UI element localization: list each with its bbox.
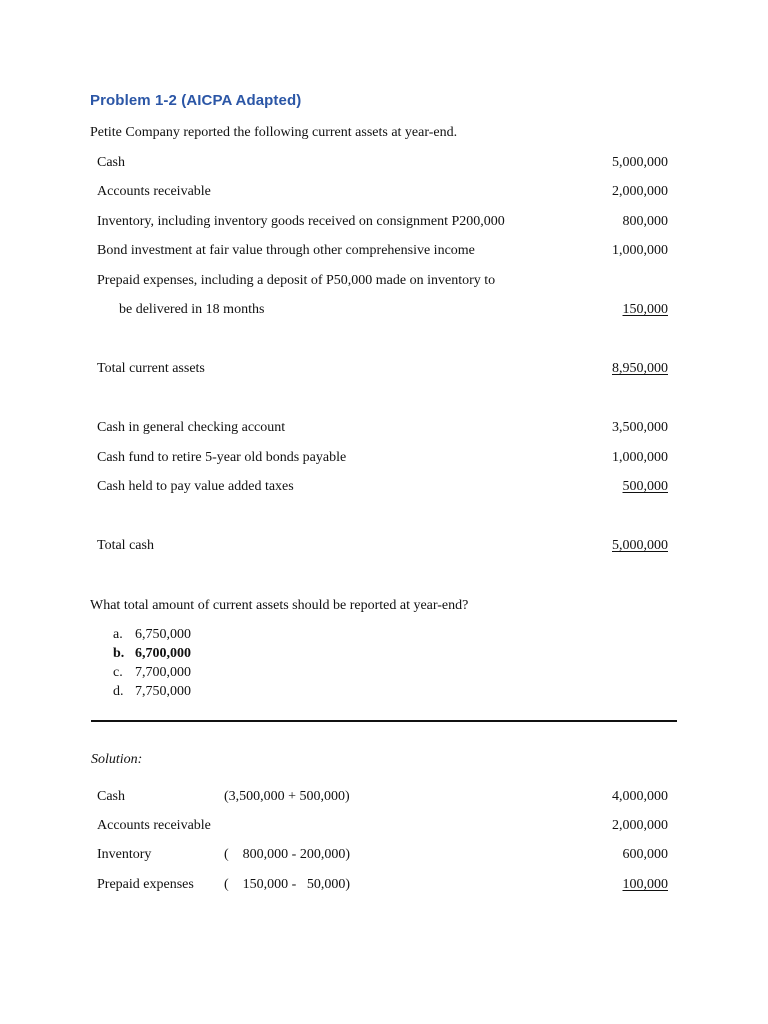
solution-amount-cash: 4,000,000 <box>612 789 668 804</box>
total-current-assets-amount: 8,950,000 <box>612 361 668 376</box>
asset-amount-prepaid: 150,000 <box>622 302 668 317</box>
solution-calc-inventory: ( 800,000 - 200,000) <box>224 847 350 862</box>
solution-label-inventory: Inventory <box>97 847 152 862</box>
intro-text: Petite Company reported the following current assets at year-end. <box>90 125 458 140</box>
section-divider <box>91 720 677 722</box>
asset-label-bond: Bond investment at fair value through other comprehensive income <box>97 243 475 258</box>
choice-letter: d. <box>113 684 124 699</box>
solution-amount-inventory: 600,000 <box>622 847 668 862</box>
asset-label-prepaid: Prepaid expenses, including a deposit of P50,000 made on inventory to <box>97 273 496 288</box>
choice-a <box>113 627 191 643</box>
problem-title: Problem 1-2 (AICPA Adapted) <box>90 92 302 109</box>
choice-b-correct <box>113 646 191 662</box>
choice-letter: c. <box>113 665 123 680</box>
total-cash-label: Total cash <box>97 538 154 553</box>
cash-amount-bond-fund: 1,000,000 <box>612 450 668 465</box>
asset-amount-bond: 1,000,000 <box>612 243 668 258</box>
choice-value: 7,700,000 <box>135 665 191 680</box>
solution-amount-receivable: 2,000,000 <box>612 818 668 833</box>
solution-calc-cash: (3,500,000 + 500,000) <box>224 789 350 804</box>
choice-d <box>113 684 191 700</box>
choice-letter: b. <box>113 646 125 661</box>
solution-label: Solution: <box>91 752 143 767</box>
asset-label-prepaid-cont: be delivered in 18 months <box>119 302 265 317</box>
cash-amount-checking: 3,500,000 <box>612 420 668 435</box>
choice-c <box>113 665 191 681</box>
asset-label-receivable: Accounts receivable <box>97 184 211 199</box>
choice-value: 6,750,000 <box>135 627 191 642</box>
asset-amount-cash: 5,000,000 <box>612 155 668 170</box>
choice-letter: a. <box>113 627 123 642</box>
total-current-assets-label: Total current assets <box>97 361 205 376</box>
solution-label-cash: Cash <box>97 789 125 804</box>
cash-label-checking: Cash in general checking account <box>97 420 286 435</box>
solution-calc-prepaid: ( 150,000 - 50,000) <box>224 877 350 892</box>
cash-label-bond-fund: Cash fund to retire 5-year old bonds payable <box>97 450 347 465</box>
choice-value: 7,750,000 <box>135 684 191 699</box>
cash-label-vat: Cash held to pay value added taxes <box>97 479 294 494</box>
solution-label-receivable: Accounts receivable <box>97 818 211 833</box>
asset-label-inventory: Inventory, including inventory goods received on consignment P200,000 <box>97 214 505 229</box>
question-text: What total amount of current assets should be reported at year-end? <box>90 598 469 613</box>
asset-amount-inventory: 800,000 <box>622 214 668 229</box>
solution-label-prepaid: Prepaid expenses <box>97 877 194 892</box>
solution-amount-prepaid: 100,000 <box>622 877 668 892</box>
cash-amount-vat: 500,000 <box>622 479 668 494</box>
asset-amount-receivable: 2,000,000 <box>612 184 668 199</box>
asset-label-cash: Cash <box>97 155 125 170</box>
total-cash-amount: 5,000,000 <box>612 538 668 553</box>
choice-value: 6,700,000 <box>135 646 191 661</box>
